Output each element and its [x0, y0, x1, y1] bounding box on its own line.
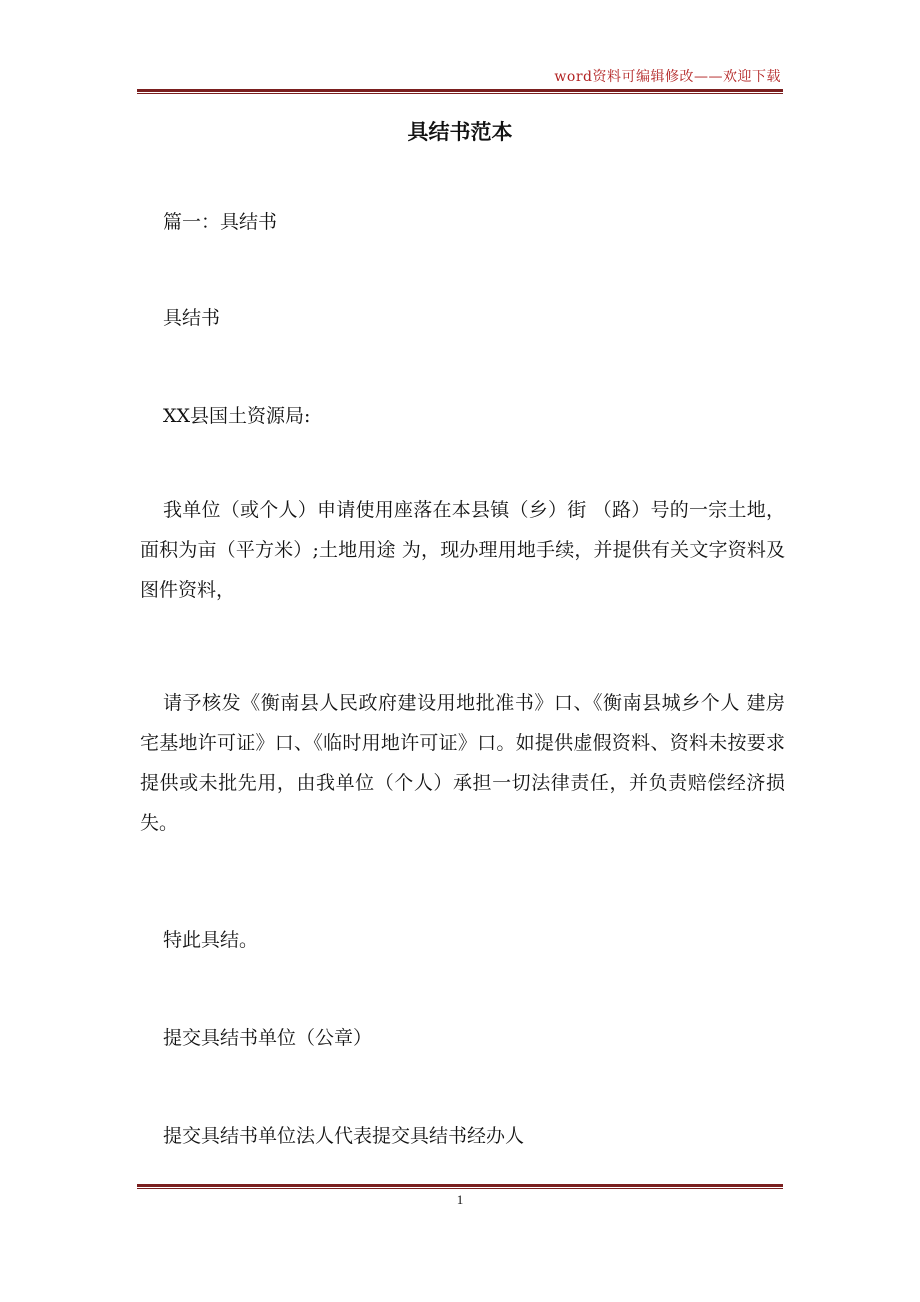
header-note: word资料可编辑修改——欢迎下载 [554, 69, 781, 85]
body-paragraph: 我单位（或个人）申请使用座落在本县镇（乡）街 （路）号的一宗土地，面积为亩（平方米）;土地用途 为，现办理用地手续，并提供有关文字资料及图件资料， [140, 499, 785, 601]
addressee: XX县国土资源局: [163, 405, 311, 427]
document-title: 具结书范本 [407, 120, 513, 144]
section-heading: 篇一：具结书 [163, 211, 278, 233]
header-rule [137, 89, 783, 94]
closing-statement: 特此具结。 [163, 929, 259, 951]
page-number: 1 [456, 1192, 464, 1207]
signature-representative-line: 提交具结书单位法人代表提交具结书经办人 [163, 1125, 525, 1147]
footer-rule [137, 1184, 783, 1189]
body-paragraph: 请予核发《衡南县人民政府建设用地批准书》口、《衡南县城乡个人 建房宅基地许可证》口、《临时用地许可证》口。如提供虚假资料、资料未按要求提供或未批先用，由我单位（个人）承担一切法律责任，并负责赔偿经济损失。 [140, 692, 785, 834]
signature-unit-line: 提交具结书单位（公章） [163, 1027, 373, 1049]
document-subtitle: 具结书 [163, 307, 221, 329]
